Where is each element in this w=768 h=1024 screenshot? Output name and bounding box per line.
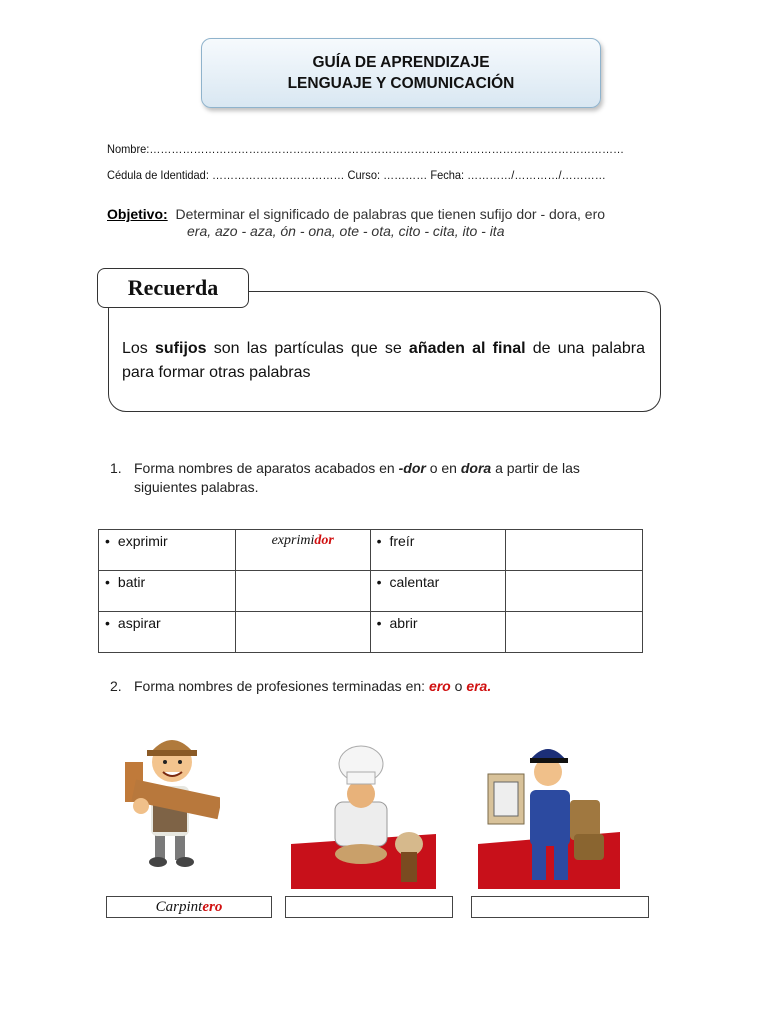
recuerda-t1: Los (122, 340, 155, 357)
title-line-2: LENGUAJE Y COMUNICACIÓN (287, 75, 515, 92)
word-cell: • freír (370, 530, 506, 571)
word-cell: • exprimir (99, 530, 236, 571)
recuerda-title: Recuerda (97, 268, 249, 308)
title-line-1: GUÍA DE APRENDIZAJE (312, 54, 490, 71)
objective (107, 206, 667, 240)
table-row (99, 571, 643, 612)
objective-line-1: Determinar el significado de palabras que tienen sufijo dor - dora, ero (175, 206, 606, 222)
word-cell: • abrir (370, 612, 506, 653)
objective-label: Objetivo: (107, 206, 168, 222)
q1-line2: siguientes palabras. (134, 479, 259, 495)
q1-t1: Forma nombres de aparatos acabados en (134, 460, 399, 476)
table-row (99, 612, 643, 653)
answer-cell[interactable] (235, 571, 370, 612)
answer-box-1-suffix: ero (202, 899, 223, 915)
word-cell: • batir (99, 571, 236, 612)
recuerda-t3: de una palabra para formar otras palabras (122, 340, 646, 381)
q1-t2: o en (425, 460, 461, 476)
name-field: Nombre:………………………………………………………………………………………………………………… (107, 142, 625, 156)
suffix-table (98, 529, 643, 653)
q2-t1: Forma nombres de profesiones terminadas en: (134, 678, 429, 694)
chef-illustration (291, 734, 436, 889)
table-row (99, 530, 643, 571)
answer-box-2[interactable] (285, 896, 453, 918)
question-1-number: 1. (110, 460, 122, 476)
q2-t2: o (450, 678, 467, 694)
question-1 (110, 459, 662, 497)
q1-t3: a partir de las (491, 460, 580, 476)
answer-cell[interactable] (506, 612, 643, 653)
q1-b2: dora (460, 460, 492, 476)
answer-cell[interactable] (506, 530, 643, 571)
word-cell: • aspirar (99, 612, 236, 653)
recuerda-t2: son las partículas que se (206, 340, 409, 357)
answer-box-1-base: Carpint (155, 899, 203, 915)
q1-b1: -dor (398, 460, 426, 476)
answer-base: exprimi (271, 533, 315, 548)
mail-carrier-illustration (478, 734, 620, 889)
word-cell: • calentar (370, 571, 506, 612)
answer-cell[interactable] (506, 571, 643, 612)
recuerda-b2: añaden al final (408, 340, 526, 357)
answer-cell[interactable] (235, 530, 370, 571)
carpenter-illustration (125, 730, 220, 870)
question-2-number: 2. (110, 678, 122, 694)
objective-line-2: era, azo - aza, ón - ona, ote - ota, cito - cita, ito - ita (187, 223, 505, 239)
question-2 (110, 677, 491, 696)
answer-box-1[interactable] (106, 896, 272, 918)
q2-b2: era. (466, 678, 492, 694)
id-course-date-field: Cédula de Identidad: ……………………………… Curso: ………… Fecha: …………/…………/………… (107, 168, 606, 182)
recuerda-b1: sufijos (155, 340, 207, 357)
answer-box-3[interactable] (471, 896, 649, 918)
answer-cell[interactable] (235, 612, 370, 653)
q2-b1: ero (428, 678, 451, 694)
answer-suffix: dor (314, 533, 334, 548)
title-box (201, 38, 601, 108)
recuerda-text (122, 337, 645, 385)
